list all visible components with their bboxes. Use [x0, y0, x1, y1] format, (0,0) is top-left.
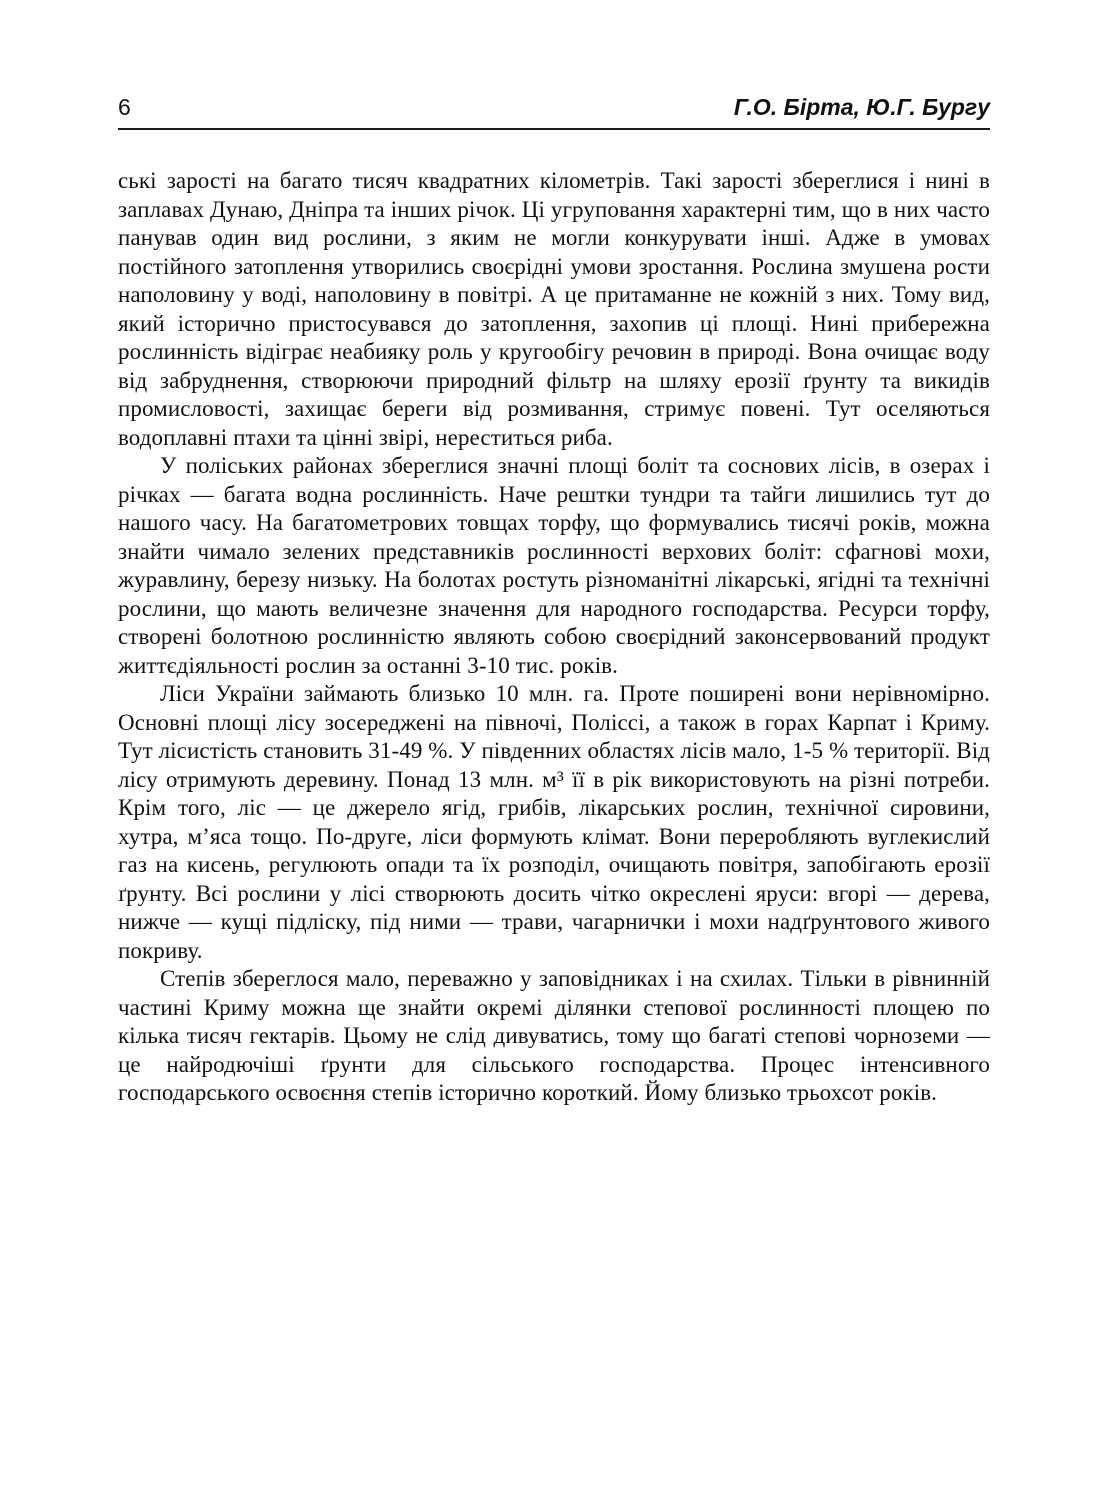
page-header	[118, 96, 990, 130]
body-text	[118, 167, 990, 1108]
paragraph: Ліси України займають близько 10 млн. га. Проте поширені вони нерівномірно. Основні площі лісу зосереджені на півночі, Поліссі, а також в горах Карпат і Криму. Тут лісистість становить 31-49 %. У південних областях лісів мало, 1-5 % території. Від лісу отримують деревину. Понад 13 млн. м³ її в рік використовують на різні потреби. Крім того, ліс — це джерело ягід, грибів, лікарських рослин, технічної сировини, хутра, м’яса тощо. По-друге, ліси формують клімат. Вони переробляють вуглекислий газ на кисень, регулюють опади та їх розподіл, очищають повітря, запобігають ерозії ґрунту. Всі рослини у лісі створюють досить чітко окреслені яруси: вгорі — дерева, нижче — кущі підліску, під ними — трави, чагарнички і мохи надґрунтового живого покриву.	[118, 681, 990, 963]
paragraph: ські зарості на багато тисяч квадратних кілометрів. Такі зарості збереглися і нині в заплавах Дунаю, Дніпра та інших річок. Ці угруповання характерні тим, що в них часто панував один вид рослини, з яким не могли конкурувати інші. Адже в умовах постійного затоплення утворились своєрідні умови зростання. Рослина змушена рости наполовину у воді, наполовину в повітрі. А це притаманне не кожній з них. Тому вид, який історично пристосувався до затоплення, захопив ці площі. Нині прибережна рослинність відіграє неабияку роль у кругообігу речовин в природі. Вона очищає воду від забруднення, створюючи природний фільтр на шляху ерозії ґрунту та викидів промисловості, захищає береги від розмивання, стримує повені. Тут оселяються водоплавні птахи та цінні звірі, нереститься риба.	[118, 168, 990, 450]
running-header-authors: Г.О. Бірта, Ю.Г. Бургу	[733, 94, 990, 120]
paragraph: Степів збереглося мало, переважно у заповідниках і на схилах. Тільки в рівнинній частині Криму можна ще знайти окремі ділянки степової рослинності площею по кілька тисяч гектарів. Цьому не слід дивуватись, тому що багаті степові чорноземи — це найродючіші ґрунти для сільського господарства. Процес інтенсивного господарського освоєння степів історично короткий. Йому близько трьохсот років.	[118, 966, 990, 1105]
page-number: 6	[118, 94, 131, 120]
paragraph: У поліських районах збереглися значні площі боліт та соснових лісів, в озерах і річках — багата водна рослинність. Наче рештки тундри та тайги лишились тут до нашого часу. На багатометрових товщах торфу, що формувались тисячі років, можна знайти чимало зелених представників рослинності верхових боліт: сфагнові мохи, журавлину, березу низьку. На болотах ростуть різноманітні лікарські, ягідні та технічні рослини, що мають величезне значення для народного господарства. Ресурси торфу, створені болотною рослинністю являють собою своєрідний законсервований продукт життєдіяльності рослин за останні 3-10 тис. років.	[118, 453, 990, 678]
